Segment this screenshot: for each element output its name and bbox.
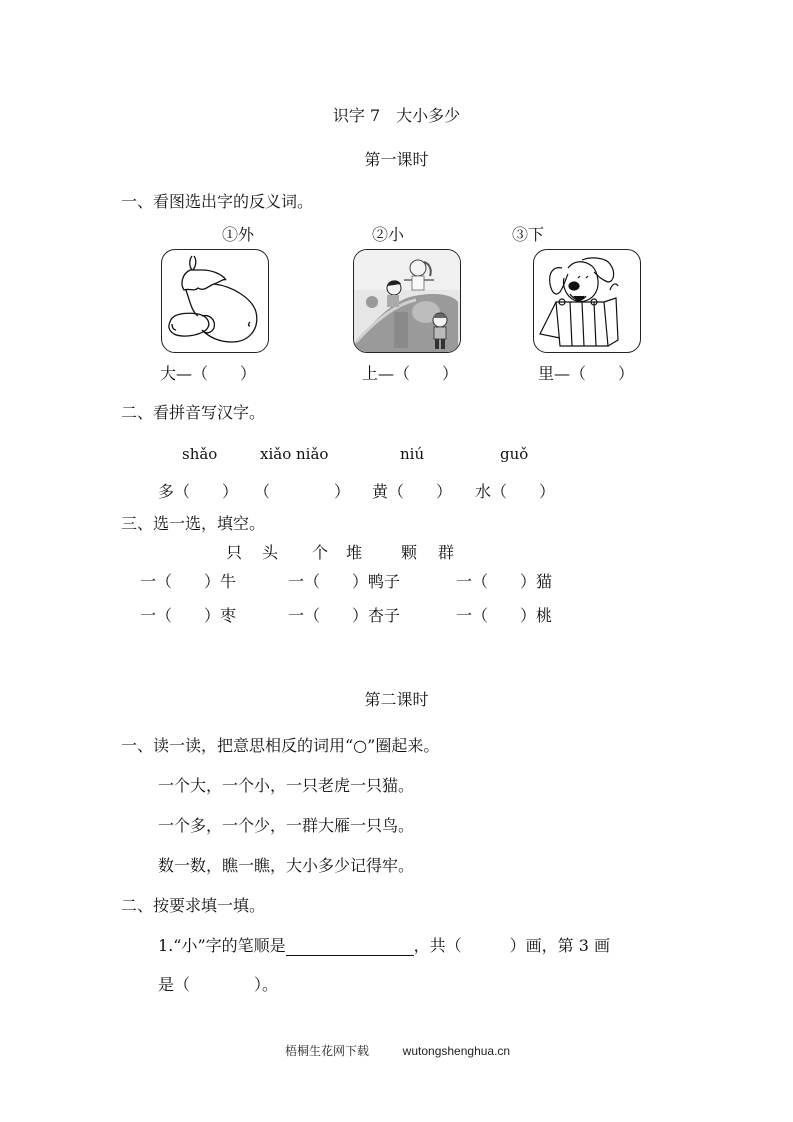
lesson1-q3-prompt: 三、选一选，填空。	[121, 514, 266, 533]
rhyme-line-1: 一个大，一个小，一只老虎一只猫。	[158, 776, 415, 795]
picture-1-caption: 大—（ ）	[160, 364, 257, 383]
word-bank-2: 头	[262, 543, 279, 562]
slide-picture	[353, 249, 461, 353]
lesson1-q2-prompt: 二、看拼音写汉字。	[121, 403, 266, 422]
option-3: ③下	[512, 225, 545, 244]
word-bank-5: 颗	[401, 543, 418, 562]
lesson2-heading: 第二课时	[364, 690, 429, 709]
rhyme-line-3: 数一数，瞧一瞧，大小多少记得牢。	[158, 856, 415, 875]
stroke-order-blank[interactable]	[286, 938, 414, 956]
measure-word-blank[interactable]: 一（ ）鸭子	[288, 572, 401, 591]
option-2: ②小	[372, 225, 405, 244]
footer-site-name: 梧桐生花网下载	[285, 1044, 370, 1058]
word-bank-3: 个	[312, 543, 329, 562]
stroke-order-question	[158, 936, 610, 956]
word-bank-4: 堆	[346, 543, 363, 562]
picture-3-caption: 里—（ ）	[538, 364, 635, 383]
measure-word-blank[interactable]: 一（ ）牛	[140, 572, 237, 591]
blank-shao[interactable]: 多（ ）	[158, 482, 239, 501]
eggplant-picture	[161, 249, 269, 353]
footer-site-url[interactable]: wutongshenghua.cn	[402, 1044, 511, 1058]
children-slide-illustration-icon	[354, 250, 460, 352]
blank-xiao-niao[interactable]: （ ）	[254, 482, 351, 501]
pinyin-guo: guǒ	[500, 445, 529, 463]
stroke-order-label: 1.“小”字的笔顺是	[158, 936, 286, 955]
word-bank-6: 群	[438, 543, 455, 562]
measure-word-blank[interactable]: 一（ ）桃	[456, 606, 553, 625]
picture-2-caption: 上—（ ）	[362, 364, 459, 383]
stroke-count-label: ，共（ ）画，第 3 画	[413, 936, 610, 955]
measure-word-blank[interactable]: 一（ ）猫	[456, 572, 553, 591]
pinyin-xiao-niao: xiǎo niǎo	[260, 445, 329, 463]
puppy-in-box-illustration-icon	[534, 250, 640, 352]
eggplant-illustration-icon	[162, 250, 268, 352]
option-1: ①外	[222, 225, 255, 244]
measure-word-blank[interactable]: 一（ ）杏子	[288, 606, 401, 625]
lesson1-heading: 第一课时	[364, 150, 429, 169]
pinyin-niu: niú	[400, 445, 425, 463]
measure-word-blank[interactable]: 一（ ）枣	[140, 606, 237, 625]
pinyin-shao: shǎo	[182, 445, 218, 463]
blank-niu[interactable]: 黄（ ）	[372, 482, 453, 501]
document-title: 识字 7 大小多少	[332, 106, 461, 125]
lesson2-q1-prompt: 一、读一读，把意思相反的词用“○”圈起来。	[121, 736, 440, 755]
third-stroke-blank[interactable]: 是（ ）。	[158, 975, 279, 994]
footer	[285, 1042, 510, 1059]
puppy-box-picture	[533, 249, 641, 353]
rhyme-line-2: 一个多，一个少，一群大雁一只鸟。	[158, 816, 415, 835]
lesson2-q2-prompt: 二、按要求填一填。	[121, 896, 266, 915]
lesson1-q1-prompt: 一、看图选出字的反义词。	[121, 192, 314, 211]
blank-guo[interactable]: 水（ ）	[475, 482, 556, 501]
word-bank-1: 只	[226, 543, 243, 562]
